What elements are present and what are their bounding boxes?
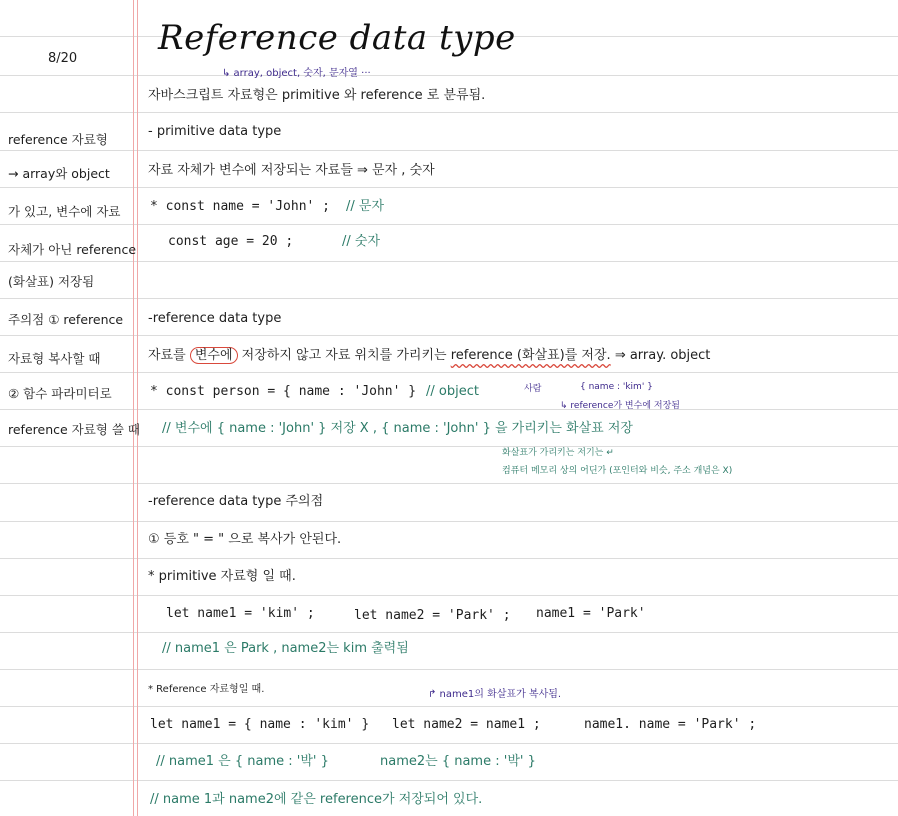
ref-desc-circled: 변수에 <box>190 347 238 364</box>
ref-desc-post: ⇒ array. object <box>614 348 711 363</box>
code-const-age: const age = 20 ; <box>168 234 294 249</box>
side-note-4: 자체가 아닌 reference <box>8 242 137 257</box>
page-title: Reference data type <box>158 18 516 58</box>
code-let-name1: let name1 = 'kim' ; <box>166 606 315 621</box>
code-const-name: * const name = 'John' ; <box>150 199 331 214</box>
code-const-person: * const person = { name : 'John' } <box>150 384 417 399</box>
reference-heading: -reference data type <box>148 311 282 326</box>
side-note-5: (화살표) 저장됨 <box>8 274 95 289</box>
comment-number: // 숫자 <box>342 234 381 249</box>
code-let-name1-object: let name1 = { name : 'kim' } <box>150 717 370 732</box>
side-note-2: → array와 object <box>8 166 110 181</box>
comment-reference-result-a1: // name1 은 { name : '박' } <box>156 754 329 769</box>
comment-reference-result-a2: name2는 { name : '박' } <box>380 754 536 769</box>
reference-case-heading: * Reference 자료형일 때. <box>148 684 265 695</box>
primitive-description: 자료 자체가 변수에 저장되는 자료들 ⇒ 문자 , 숫자 <box>148 163 435 178</box>
side-note-7: 자료형 복사할 때 <box>8 351 101 366</box>
side-note-3: 가 있고, 변수에 자료 <box>8 204 121 219</box>
reference-description <box>148 348 710 364</box>
primitive-heading: - primitive data type <box>148 124 282 139</box>
comment-string: // 문자 <box>346 199 385 214</box>
annotation-reference-copied: ↱ name1의 화살표가 복사됨. <box>428 689 562 700</box>
side-note-1: reference 자료형 <box>8 132 108 147</box>
ref-desc-mid: 저장하지 않고 자료 위치를 가리키는 <box>241 348 447 363</box>
annotation-reference-stored: ↳ reference가 변수에 저장됨 <box>560 401 680 411</box>
code-let-name2: let name2 = 'Park' ; <box>354 608 511 623</box>
side-note-8: ② 함수 파라미터로 <box>8 386 112 401</box>
caution-item-1: ① 등호 " = " 으로 복사가 안된다. <box>148 532 342 547</box>
annotation-computer-memory: 컴퓨터 메모리 상의 어딘가 (포인터와 비슷, 주소 개념은 X) <box>502 466 733 476</box>
side-note-6: 주의점 ① reference <box>8 312 124 327</box>
code-assign-name1: name1 = 'Park' <box>536 606 646 621</box>
annotation-value-label: 사람 <box>524 384 542 394</box>
code-name1-name-assign: name1. name = 'Park' ; <box>584 717 757 732</box>
annotation-arrow-point: 화살표가 가리키는 저기는 ↵ <box>502 448 614 458</box>
intro-text: 자바스크립트 자료형은 primitive 와 reference 로 분류됨. <box>148 88 486 103</box>
intro-annotation: ↳ array, object, 숫자, 문자열 ··· <box>222 68 371 79</box>
annotation-value-object: { name : 'kim' } <box>580 382 653 392</box>
primitive-case-heading: * primitive 자료형 일 때. <box>148 569 296 584</box>
comment-reference-result-b: // name 1과 name2에 같은 reference가 저장되어 있다. <box>150 792 483 807</box>
caution-heading: -reference data type 주의점 <box>148 494 324 509</box>
code-let-name2-equals: let name2 = name1 ; <box>392 717 541 732</box>
comment-object: // object <box>426 384 479 399</box>
comment-person: // 변수에 { name : 'John' } 저장 X , { name : 'John' } 을 가리키는 화살표 저장 <box>162 421 633 436</box>
ref-desc-pre: 자료를 <box>148 348 186 363</box>
ref-desc-wavy: reference (화살표)를 저장. <box>450 348 611 363</box>
date-label: 8/20 <box>48 51 78 66</box>
comment-primitive-result: // name1 은 Park , name2는 kim 출력됨 <box>162 641 409 656</box>
side-note-9: reference 자료형 쓸 때 <box>8 422 140 437</box>
